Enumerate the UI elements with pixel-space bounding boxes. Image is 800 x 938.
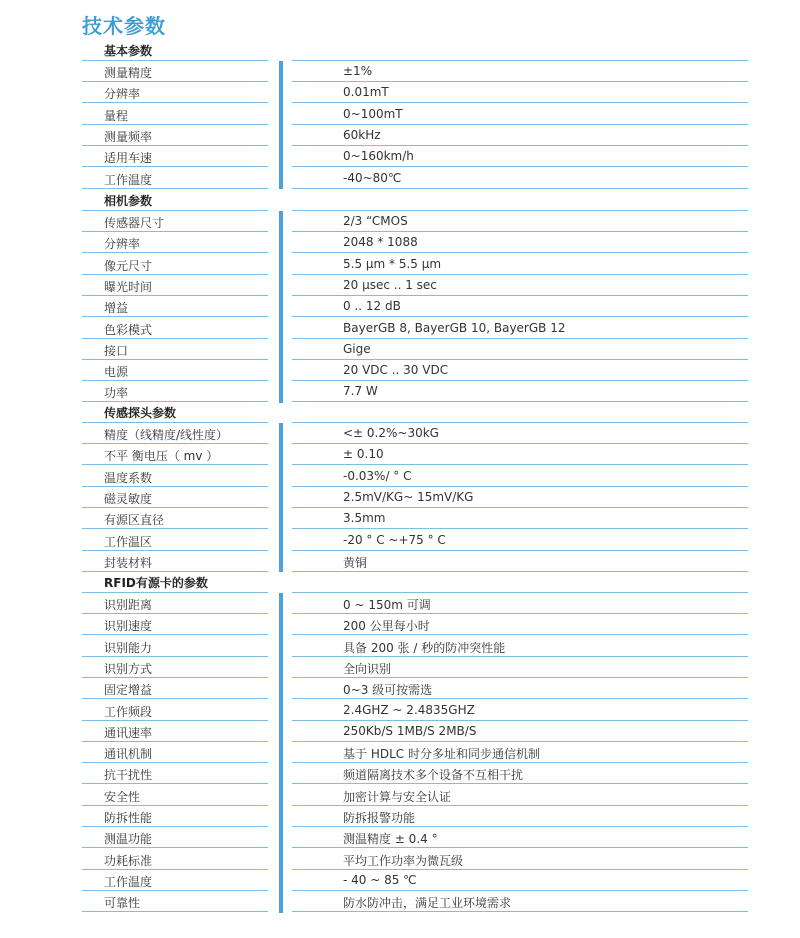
spec-label: 电源	[104, 365, 129, 380]
spec-label: 色彩模式	[104, 322, 153, 337]
spec-value: -20 ° C ~+75 ° C	[343, 532, 446, 547]
section-heading: 传感探头参数	[104, 406, 177, 420]
divider	[292, 188, 748, 189]
spec-row	[0, 530, 800, 551]
spec-row	[0, 508, 800, 529]
spec-row	[0, 125, 800, 146]
spec-label: 温度系数	[104, 470, 153, 485]
spec-row	[0, 104, 800, 125]
spec-value: 250Kb/S 1MB/S 2MB/S	[343, 723, 477, 738]
spec-value: 2048 * 1088	[343, 235, 418, 250]
spec-label: 识别能力	[104, 640, 153, 655]
spec-row	[0, 168, 800, 189]
spec-label: 曝光时间	[104, 279, 153, 294]
spec-row	[0, 296, 800, 317]
spec-value: ± 0.10	[343, 447, 384, 462]
spec-label: 量程	[104, 108, 129, 123]
spec-label: 可靠性	[104, 896, 141, 911]
spec-label: 适用车速	[104, 151, 153, 166]
divider	[82, 401, 268, 402]
spec-label: 工作温度	[104, 874, 153, 889]
spec-row	[0, 870, 800, 891]
spec-label: 工作温区	[104, 534, 153, 549]
spec-value: 0~3 级可按需选	[343, 683, 433, 698]
spec-label: 测温功能	[104, 832, 153, 847]
spec-value: 7.7 W	[343, 384, 378, 399]
spec-row	[0, 742, 800, 763]
spec-row	[0, 721, 800, 742]
spec-row	[0, 593, 800, 614]
spec-row	[0, 339, 800, 360]
spec-label: 功率	[104, 386, 129, 401]
spec-value: 20 VDC .. 30 VDC	[343, 363, 449, 378]
spec-value: 0 .. 12 dB	[343, 299, 401, 314]
spec-label: 像元尺寸	[104, 258, 153, 273]
spec-row	[0, 61, 800, 82]
spec-row	[0, 827, 800, 848]
spec-value: 基于 HDLC 时分多址和同步通信机制	[343, 747, 540, 762]
spec-value: 测温精度 ± 0.4 °	[343, 832, 438, 847]
spec-row	[0, 636, 800, 657]
spec-label: 精度（线精度/线性度）	[104, 428, 229, 442]
spec-row	[0, 423, 800, 444]
spec-row	[0, 82, 800, 103]
spec-label: 防拆性能	[104, 811, 153, 825]
section-heading: 基本参数	[104, 44, 153, 58]
spec-row	[0, 763, 800, 784]
page-title: 技术参数	[82, 14, 166, 38]
spec-label: 增益	[104, 301, 129, 316]
spec-row	[0, 700, 800, 721]
divider	[292, 911, 748, 912]
spec-value: 20 µsec .. 1 sec	[343, 277, 437, 292]
spec-label: 安全性	[104, 789, 141, 804]
spec-label: 识别速度	[104, 619, 153, 634]
divider	[82, 188, 268, 189]
spec-value: -0.03%/ ° C	[343, 468, 412, 483]
spec-row	[0, 551, 800, 572]
spec-label: 识别距离	[104, 598, 153, 612]
spec-label: 有源区直径	[104, 513, 165, 528]
spec-label: 测量频率	[104, 129, 153, 144]
spec-row	[0, 211, 800, 232]
spec-label: 工作温度	[104, 172, 153, 187]
spec-label: 不平 衡电压（ mv ）	[104, 449, 219, 464]
spec-value: 2.4GHZ ~ 2.4835GHZ	[343, 702, 475, 717]
spec-label: 分辨率	[104, 237, 141, 252]
spec-value: 200 公里每小时	[343, 619, 430, 634]
spec-value: 0.01mT	[343, 85, 389, 100]
section-heading: 相机参数	[104, 194, 153, 208]
spec-label: 固定增益	[104, 683, 153, 698]
spec-value: <± 0.2%~30kG	[343, 426, 439, 440]
spec-row	[0, 318, 800, 339]
spec-value: 5.5 µm * 5.5 µm	[343, 256, 442, 271]
spec-value: 防拆报警功能	[343, 811, 416, 825]
spec-row	[0, 657, 800, 678]
spec-label: 接口	[104, 343, 129, 358]
divider	[82, 571, 268, 572]
spec-row	[0, 146, 800, 167]
divider	[82, 911, 268, 912]
spec-label: 磁灵敏度	[104, 491, 153, 506]
spec-label: 测量精度	[104, 66, 153, 80]
spec-row	[0, 891, 800, 912]
spec-value: BayerGB 8, BayerGB 10, BayerGB 12	[343, 320, 566, 335]
spec-row	[0, 381, 800, 402]
spec-row	[0, 614, 800, 635]
divider	[292, 571, 748, 572]
spec-value: 2/3 “CMOS	[343, 214, 408, 228]
spec-label: 分辨率	[104, 87, 141, 102]
spec-value: 具备 200 张 / 秒的防冲突性能	[343, 640, 506, 655]
spec-row	[0, 232, 800, 253]
spec-label: 传感器尺寸	[104, 216, 165, 230]
spec-value: 频道隔离技术多个设备不互相干扰	[343, 768, 524, 783]
spec-row	[0, 849, 800, 870]
spec-value: 2.5mV/KG~ 15mV/KG	[343, 489, 474, 504]
spec-row	[0, 360, 800, 381]
divider	[292, 401, 748, 402]
spec-row	[0, 785, 800, 806]
spec-label: 封装材料	[104, 555, 153, 570]
spec-row	[0, 444, 800, 465]
spec-label: 识别方式	[104, 661, 153, 676]
spec-value: - 40 ~ 85 ℃	[343, 872, 417, 887]
spec-value: 黄铜	[343, 555, 368, 570]
spec-value: 平均工作功率为微瓦级	[343, 853, 464, 868]
spec-row	[0, 678, 800, 699]
spec-value: 0~160km/h	[343, 149, 414, 164]
section-heading: RFID有源卡的参数	[104, 576, 208, 590]
spec-label: 通讯速率	[104, 725, 153, 740]
spec-row	[0, 466, 800, 487]
spec-label: 抗干扰性	[104, 768, 153, 783]
spec-value: Gige	[343, 341, 371, 356]
spec-row	[0, 806, 800, 827]
spec-row	[0, 254, 800, 275]
spec-value: 全向识别	[343, 661, 392, 676]
spec-value: 加密计算与安全认证	[343, 789, 452, 804]
spec-value: ±1%	[343, 64, 373, 78]
spec-value: 0~100mT	[343, 106, 403, 121]
spec-value: -40~80℃	[343, 170, 402, 185]
spec-label: 功耗标准	[104, 853, 153, 868]
spec-value: 60kHz	[343, 127, 381, 142]
spec-value: 3.5mm	[343, 511, 386, 526]
spec-label: 工作频段	[104, 704, 153, 719]
spec-value: 防水防冲击，满足工业环境需求	[343, 896, 512, 911]
spec-row	[0, 487, 800, 508]
spec-value: 0 ~ 150m 可调	[343, 598, 431, 612]
spec-row	[0, 275, 800, 296]
spec-label: 通讯机制	[104, 747, 153, 762]
